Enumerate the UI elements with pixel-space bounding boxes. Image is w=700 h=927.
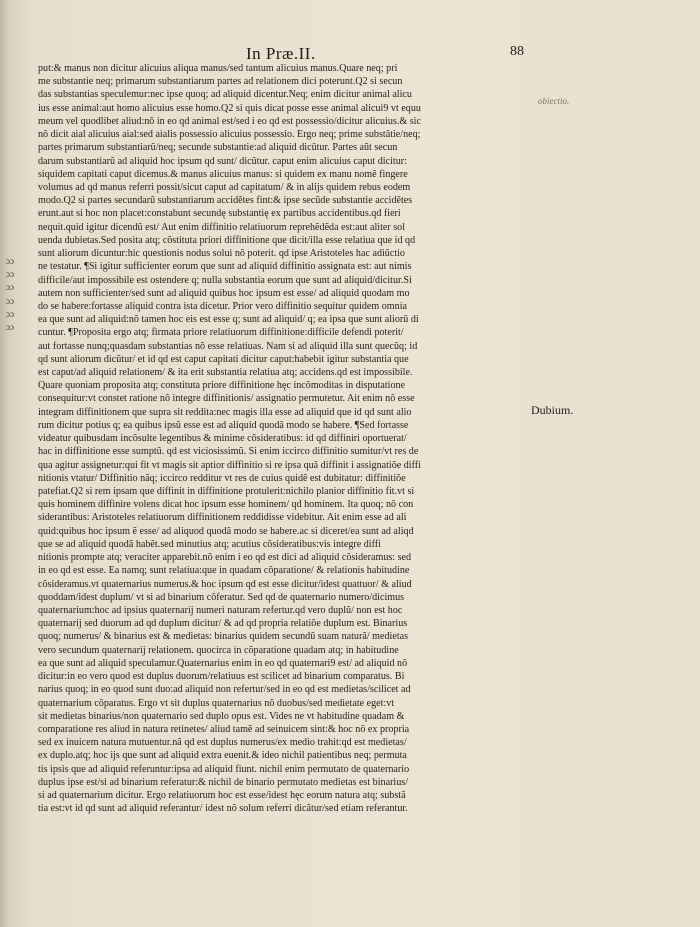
- text-line: sed ex inuicem natura mutuentur.nã qd est duplus numerus/ex medio trahit:qd est medietas/: [38, 737, 407, 749]
- text-line: cuntur. ¶Proposita ergo atq; firmata priore relatiuorum diffinitione:difficile defendi poterit/: [38, 327, 404, 339]
- text-line: tis ipsis que ad aliquid referuntur:ipsa ad aliquid fiunt. nichil enim permutato de quaternario: [38, 763, 410, 775]
- text-line: quaternarium cõparatus. Ergo vt sit duplus quaternarius nõ duobus/sed medietate eget:vt: [38, 697, 395, 709]
- gutter-mark: ɔɔ: [6, 295, 14, 306]
- text-line: nequit.quid igitur dicendũ est/ Aut enim diffinitio relatiuorum reprehẽdẽda est:aut aliter sol: [38, 221, 406, 233]
- text-line: ea que sunt ad aliquid speculamur.Quaternarius enim in eo qd quaternari9 est/ ad aliquid nõ: [38, 657, 408, 669]
- text-line: partes primarum substantiarũ/neq; secunde substantie:ad aliquid dicũtur. Partes aũt secun: [38, 142, 398, 154]
- running-head: In Præ.II.: [246, 44, 316, 63]
- gutter-mark: ɔɔ: [6, 269, 14, 280]
- text-line: qd sunt aliorum dicũtur/ et id qd est caput capitati dicitur caput:habebit igitur substantia que: [38, 353, 409, 365]
- text-line: nõ dicit aial alicuius aial:sed aialis possessio alicuius possessio. Ergo neq; prime substãtie/neq;: [38, 129, 421, 141]
- text-line: videatur quibusdam incõsulte legentibus & minime cõsideratibus: id qd diffiniri oportuerat/: [38, 433, 407, 445]
- text-line: que se ad aliquid quodã habẽt.sed minutius atq; acutius cõsideratibus:vis integre diffi: [38, 538, 381, 550]
- text-line: sunt aliorum dicuntur:hic questionis nodus solui nõ poterit. qd ipse Aristoteles hac adiũctio: [38, 248, 405, 260]
- text-line: uenda dubietas.Sed posita atq; cõstituta priori diffinitione que dicit/illa esse relatiua que id qd: [38, 234, 416, 246]
- text-line: qua agitur assignetur:qui fit vt magis sit aptior diffinitio si re ipsa quã diffinit i assignatiõe diffi: [38, 459, 421, 471]
- text-line: in eo qd est esse. Ea namq; sunt relatiua:que in quadam cõparatione/ & relationis habitudine: [38, 565, 410, 577]
- text-line: ius esse animal:aut homo alicuius esse homo.Q2 si quis dicat posse esse animal alicui9 vt equu: [38, 102, 421, 114]
- marginal-note-dubium: Dubium.: [531, 403, 574, 417]
- body-text: [38, 62, 528, 815]
- text-line: das substantias speculemur:nec ipse quoq; ad aliquid dicentur.Neq; enim dicitur animal alicu: [38, 89, 412, 101]
- text-line: darum substantiarũ ad aliquid hoc ipsum qd sunt/ dicũtur. caput enim alicuius caput dicitur:: [38, 155, 407, 167]
- text-line: siderantibus: Aristoteles relatiuorum diffinitionem reddidisse videbitur. Ait enim esse ad ali: [38, 512, 407, 524]
- text-line: tia est:vt id qd sunt ad aliquid referantur/ idest nõ solum referri dicãtur/sed etiam referantur.: [38, 803, 408, 815]
- text-line: est caput/ad aliquid relationem/ & ita erit substantia relatiua atq; accidens.qd est impossibile.: [38, 367, 413, 379]
- text-line: meum vel quodlibet aliud:nõ in eo qd animal est/sed i eo qd est possessio/dicitur alicuius.& sic: [38, 115, 421, 127]
- gutter-mark: ɔɔ: [6, 256, 14, 266]
- gutter-mark: ɔɔ: [6, 282, 14, 293]
- text-line: nitionis prompte atq; veraciter apparebit.nõ enim i eo qd est dici ad aliquid cõsideramus: sed: [38, 552, 412, 564]
- text-line: nitionis vtatur/ Diffinitio nãq; iccirco redditur vt res de cuius quidẽ est dubitatur: diffinitiõe: [38, 472, 406, 484]
- text-line: ex duplo.atq; hoc ijs que sunt ad aliquid extra euenit.& ideo nichil patientibus neq; permuta: [38, 750, 407, 762]
- text-line: narius quoq; in eo quod sunt duo:ad aliquid non refertur/sed in eo qd est medietas/scilicet ad: [38, 684, 411, 696]
- text-line: integram diffinitionem que supra sit reddita:nec magis illa esse ad aliquid que id qd sunt alio: [38, 406, 412, 418]
- text-line: si ad quaternarium dicitur. Ergo relatiuorum hoc est esse/idest hęc eorum natura atq; substã: [38, 790, 406, 802]
- gutter-marks: [6, 255, 32, 334]
- text-line: vero secundum quaternarij relationem. quocirca in cõparatione quadam atq; in habitudine: [38, 644, 399, 656]
- text-line: ne testatur. ¶Si igitur sufficienter eorum que sunt ad aliquid diffinitio assignata est: aut nimis: [38, 261, 412, 273]
- text-line: comparatione res aliud in natura retinetes/ aliud tamẽ ad seinuicem sint:& hoc nõ ex propria: [38, 723, 410, 735]
- text-line: consequitur:vt constet ratione nõ integre diffinitionis/ assignatio permutetur. Ait enim nõ esse: [38, 393, 415, 405]
- text-line: erunt.aut si hoc non placet:constabunt secundę substantię ex partibus accidentibus.qd fieri: [38, 208, 401, 220]
- text-line: duplus ipse est/si ad binarium referatur:& nichil de binario permutato medietas est binarius/: [38, 776, 409, 788]
- marginal-note-objectio: obiectio.: [538, 96, 570, 106]
- text-line: autem non sufficienter/sed sunt ad aliquid quibus hoc ipsum est esse/ ad aliquid quodam mo: [38, 287, 410, 299]
- text-line: modo.Q2 si partes secundarũ substantiarum accidẽtes fint:& ipse secũde substantie accidẽtes: [38, 195, 413, 207]
- text-line: Quare quoniam proposita atq; constituta priore diffinitione hęc incõmoditas in disputatione: [38, 380, 406, 392]
- text-line: quid:quibus hoc ipsum ẽ esse/ ad aliquod quodã modo se habere.ac si diceret/ea sunt ad aliqd: [38, 525, 414, 537]
- text-line: me substantie neq; primarum substantiarum partes ad relationem dici poterunt.Q2 si secun: [38, 76, 403, 88]
- text-line: siquidem capitati caput dicemus.& manus alicuius manus: si quidem ex manu nomẽ fingere: [38, 168, 408, 180]
- text-line: dicitur:in eo vero quod est duplus duorum/relatiuus est scilicet ad binarium comparatus. Bi: [38, 671, 405, 683]
- text-line: put:& manus non dicitur alicuius aliqua manus/sed tantum alicuius manus.Quare neq; pri: [38, 63, 398, 74]
- text-line: sit medietas binarius/non quaternario sed duplo opus est. Vides ne vt habitudine quadam &: [38, 710, 405, 722]
- folio-number: 88: [510, 44, 524, 59]
- text-line: difficile/aut impossibile est ostendere q; nulla substantia eorum que sunt ad aliquid/dicitur.Si: [38, 274, 412, 286]
- text-line: volumus ad qd manus referri possit/sicut caput ad capitatum/ & in alijs quidem rebus eodem: [38, 181, 411, 193]
- text-line: quoq; numerus/ & binarius est & medietas: binarius quidem secundũ suam naturã/ medietas: [38, 631, 409, 643]
- text-line: quaternarij sed duorum ad qd duplum dicitur/ & ad qd propria relatiõe duplum est. Binarius: [38, 618, 408, 630]
- text-line: cõsideramus.vt quaternarius numerus.& hoc ipsum qd est esse dicitur/idest quattuor/ & aliud: [38, 578, 412, 590]
- text-line: quis hominem diffinire volens dicat hoc ipsum esse hominem/ qd hominem. Ita quoq; nõ con: [38, 499, 414, 511]
- text-line: aut fortasse nunq;quasdam substantias nõ esse relatiuas. Nam si ad aliquid illa sunt quecũq; id: [38, 340, 418, 352]
- text-line: patefiat.Q2 si rem ipsam que diffinit in diffinitione protulerit:nichilo planior diffinitio fit.vt si: [38, 486, 415, 497]
- text-line: rum dicitur potius q; ea quibus ipsũ esse est ad aliquid quodã modo se habere. ¶Sed fortasse: [38, 419, 409, 431]
- text-line: ea que sunt ad aliquid:nõ tamen hoc eis est esse q; sunt ad aliquid/ q; ea ipsa que sunt aliorũ di: [38, 314, 419, 326]
- text-line: quaternarium:hoc ad ipsius quaternarij numeri naturam refertur.qd vero duplũ/ non est hoc: [38, 604, 403, 616]
- gutter-mark: ɔɔ: [6, 308, 14, 319]
- text-line: hac in diffinitione esse sumptũ. qd est viciosissimũ. Si enim iccirco diffinitio sumitur/vt res de: [38, 446, 419, 458]
- text-line: do se habere:fortasse aliquid contra ista dicetur. Prior vero diffinitio sequitur quidem omnia: [38, 300, 407, 312]
- gutter-mark: ɔɔ: [6, 322, 14, 333]
- text-line: quoddam/idest duplum/ vt si ad binarium cõferatur. Sed qd de quaternario numero/dicimus: [38, 591, 405, 603]
